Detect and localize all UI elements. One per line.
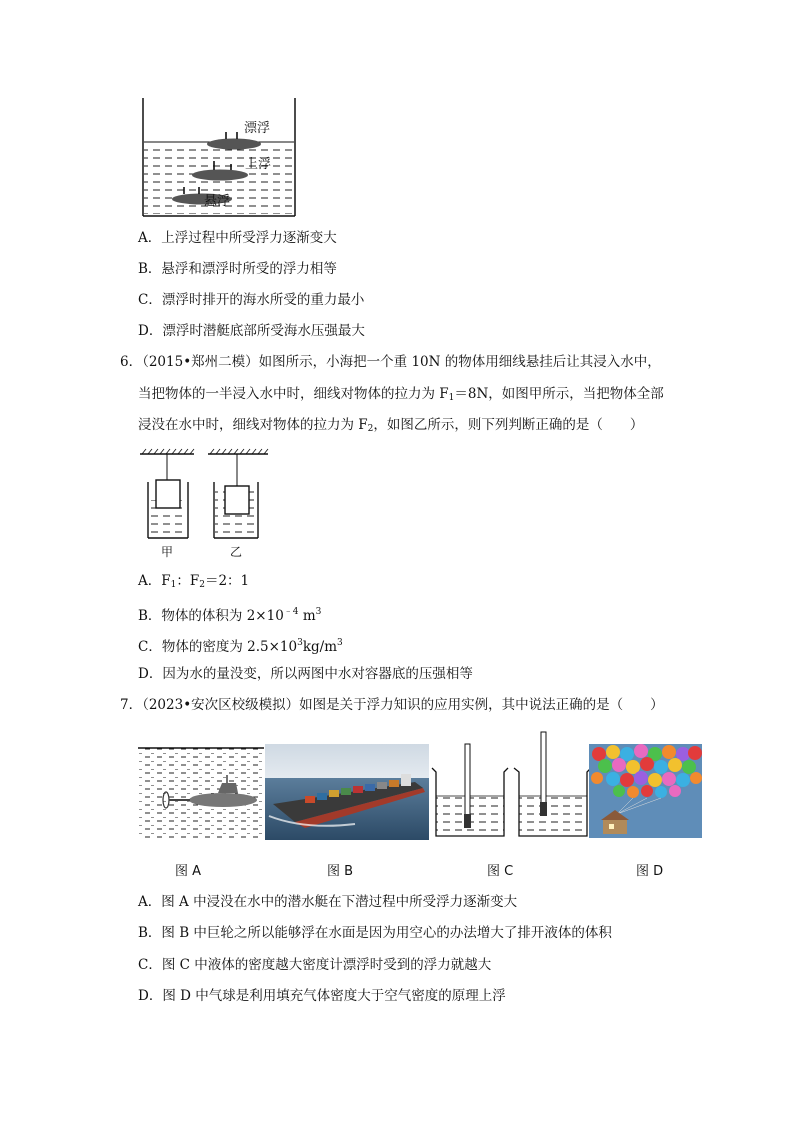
q5-option-c: C．漂浮时排开的海水所受的重力最小	[138, 292, 365, 308]
figure-c-hydrometers	[430, 730, 606, 840]
figure-b-cargo-ship	[265, 744, 429, 840]
caption-figure-b: 图 B	[327, 864, 354, 879]
q7-option-d: D．图 D 中气球是利用填充气体密度大于空气密度的原理上浮	[138, 988, 506, 1004]
label-rising: 上浮	[245, 157, 272, 172]
submarine-states-figure	[140, 98, 300, 218]
label-suspended: 悬浮	[204, 194, 231, 209]
q7-option-a: A．图 A 中浸没在水中的潜水艇在下潜过程中所受浮力逐渐变大	[138, 894, 518, 910]
label-jia: 甲	[161, 545, 174, 559]
q7-option-b: B．图 B 中巨轮之所以能够浮在水面是因为用空心的办法增大了排开液体的体积	[138, 925, 612, 941]
q6-option-c: C．物体的密度为 $2.5\times 10^3kg/m^3$	[138, 638, 343, 655]
q7-option-c: C．图 C 中液体的密度越大密度计漂浮时受到的浮力就越大	[138, 957, 492, 973]
caption-figure-a: 图 A	[175, 864, 202, 879]
caption-figure-c: 图 C	[487, 864, 514, 879]
caption-figure-d: 图 D	[636, 864, 664, 879]
q6-stem-line2: 当把物体的一半浸入水中时，细线对物体的拉力为 $F_1=8N$，如图甲所示，当把物体全部	[138, 386, 664, 403]
label-yi: 乙	[230, 545, 243, 559]
q5-option-a: A．上浮过程中所受浮力逐渐变大	[138, 230, 337, 246]
q6-stem-line3: 浸没在水中时，细线对物体的拉力为 $F_2$，如图乙所示，则下列判断正确的是（ ）	[138, 417, 644, 434]
q6-option-d: D．因为水的量没变，所以两图中水对容器底的压强相等	[138, 666, 473, 682]
hanging-block-figure	[138, 448, 278, 560]
figure-a-submarine	[138, 745, 264, 839]
q5-option-b: B．悬浮和漂浮时所受的浮力相等	[138, 261, 337, 277]
q6-option-a: A．$F_1$：$F_2=2$：1	[138, 573, 250, 590]
figure-d-balloon-house	[589, 744, 702, 838]
q6-stem-line1: 6．（2015•郑州二模）如图所示，小海把一个重 10N 的物体用细线悬挂后让其浸入水中，	[120, 354, 661, 370]
label-floating: 漂浮	[244, 121, 271, 136]
q6-option-b: B．物体的体积为 $2\times 10^{﹣4}$ $m^3$	[138, 607, 322, 624]
q7-stem: 7．（2023•安次区校级模拟）如图是关于浮力知识的应用实例，其中说法正确的是（ ）	[120, 697, 664, 713]
q5-option-d: D．漂浮时潜艇底部所受海水压强最大	[138, 323, 365, 339]
